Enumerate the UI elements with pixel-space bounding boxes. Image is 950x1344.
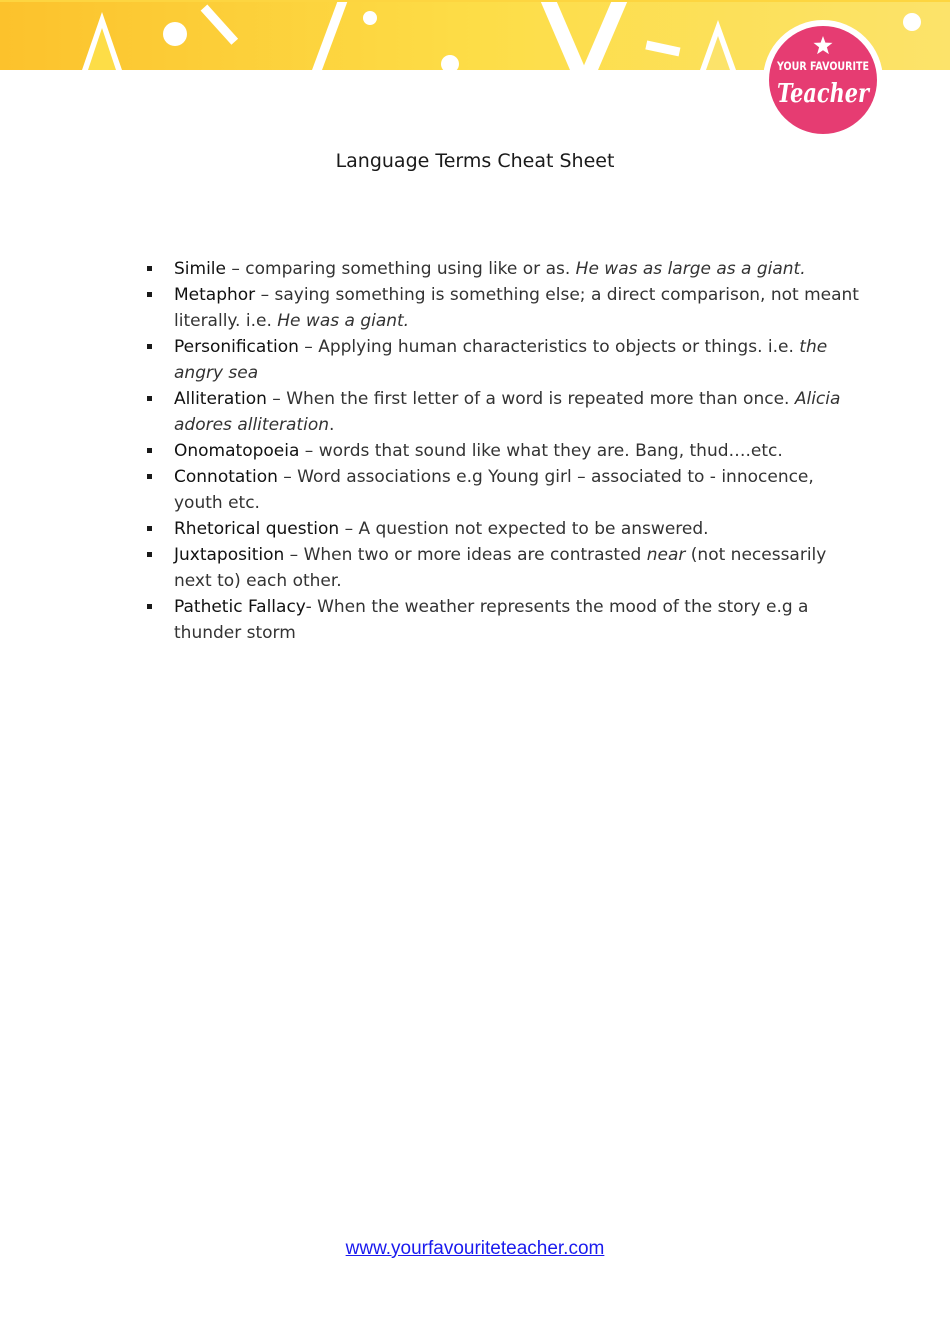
list-item <box>147 542 867 594</box>
term-definition: – When the first letter of a word is repeated more than once. <box>266 389 795 409</box>
term-definition: – When two or more ideas are contrasted <box>284 545 647 565</box>
list-item <box>147 516 867 542</box>
term-name: Metaphor <box>174 285 256 305</box>
term-suffix: . <box>329 415 335 435</box>
term-definition: – A question not expected to be answered. <box>339 519 709 539</box>
bullet-icon <box>147 266 152 271</box>
list-item <box>147 594 867 646</box>
list-item <box>147 256 867 282</box>
term-example: near <box>646 545 686 565</box>
logo-line-1: YOUR FAVOURITE <box>776 59 870 73</box>
your-favourite-teacher-logo <box>763 20 883 140</box>
logo-line-2: Teacher <box>777 79 871 109</box>
term-definition: – saying something is something else; a direct comparison, not meant literally. i.e. <box>174 285 859 331</box>
list-item <box>147 386 867 438</box>
website-link[interactable]: www.yourfavouriteteacher.com <box>345 1238 605 1259</box>
term-example: the angry sea <box>174 337 828 383</box>
bullet-icon <box>147 552 152 557</box>
footer <box>0 1238 950 1260</box>
term-name: Alliteration <box>174 389 267 409</box>
term-example: He was a giant. <box>277 311 410 331</box>
term-name: Rhetorical question <box>174 519 340 539</box>
list-item <box>147 438 867 464</box>
page-title: Language Terms Cheat Sheet <box>335 150 615 172</box>
term-name: Connotation <box>174 467 278 487</box>
term-definition: – Applying human characteristics to objects or things. i.e. <box>298 337 800 357</box>
term-definition: – words that sound like what they are. Bang, thud….etc. <box>299 441 783 461</box>
term-name: Pathetic Fallacy <box>174 597 306 617</box>
term-name: Juxtaposition <box>174 545 285 565</box>
term-name: Personification <box>174 337 299 357</box>
term-example: He was as large as a giant. <box>575 259 806 279</box>
terms-list <box>147 256 867 646</box>
bullet-icon <box>147 604 152 609</box>
bullet-icon <box>147 292 152 297</box>
bullet-icon <box>147 344 152 349</box>
term-name: Onomatopoeia <box>174 441 300 461</box>
bullet-icon <box>147 474 152 479</box>
term-definition: – Word associations e.g Young girl – associated to - innocence, youth etc. <box>174 467 814 513</box>
term-definition: – comparing something using like or as. <box>225 259 576 279</box>
bullet-icon <box>147 396 152 401</box>
list-item <box>147 464 867 516</box>
bullet-icon <box>147 448 152 453</box>
list-item <box>147 282 867 334</box>
term-example: Alicia adores alliteration <box>174 389 841 435</box>
circle-shape <box>163 22 187 46</box>
list-item <box>147 334 867 386</box>
term-name: Simile <box>174 259 226 279</box>
term-suffix: (not necessarily next to) each other. <box>174 545 827 591</box>
bullet-icon <box>147 526 152 531</box>
dot-shape <box>363 11 377 25</box>
term-definition: - When the weather represents the mood of the story e.g a thunder storm <box>174 597 809 643</box>
dot-shape <box>903 13 921 31</box>
